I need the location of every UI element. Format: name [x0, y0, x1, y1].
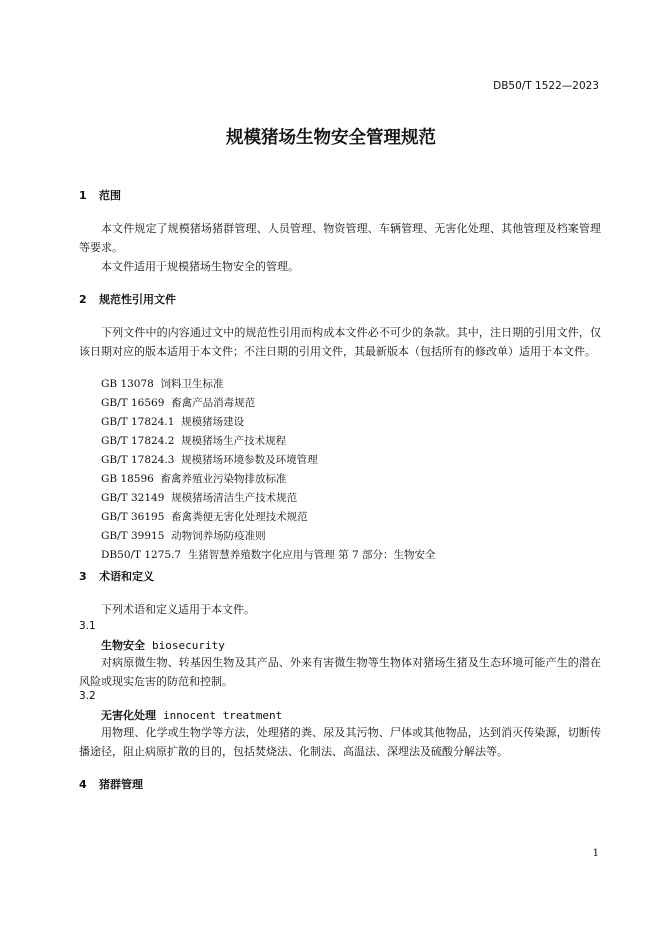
term-chinese: 无害化处理 — [101, 709, 156, 722]
reference-item — [101, 376, 224, 391]
section-number: 1 — [79, 189, 87, 202]
section-1-heading — [79, 187, 121, 203]
section-number: 3 — [79, 570, 87, 583]
reference-code: GB/T 17824.1 — [101, 416, 175, 428]
reference-title: 规模猪场环境参数及环境管理 — [181, 454, 318, 466]
section-3-heading — [79, 568, 154, 584]
section-number: 2 — [79, 293, 87, 306]
section-3-paragraph-1: 下列术语和定义适用于本文件。 — [101, 603, 255, 616]
reference-title: 规模猪场生产技术规程 — [181, 435, 287, 447]
reference-code: GB/T 17824.3 — [101, 454, 175, 466]
reference-title: 生猪智慧养殖数字化应用与管理 第 7 部分：生物安全 — [187, 549, 436, 561]
section-title: 范围 — [99, 189, 121, 202]
reference-code: DB50/T 1275.7 — [101, 549, 182, 561]
section-1-paragraph-2: 本文件适用于规模猪场生物安全的管理。 — [101, 260, 299, 273]
reference-item — [101, 414, 244, 429]
reference-item — [101, 433, 286, 448]
term-number: 3.2 — [79, 690, 96, 702]
page-number: 1 — [592, 848, 599, 859]
reference-item — [101, 509, 308, 524]
term-definition: 用物理、化学或生物学等方法，处理猪的粪、尿及其污物、尸体或其他物品，达到消灭传染源，切断传播途径，阻止病原扩散的目的，包括焚烧法、化制法、高温法、深埋法及硫酸分解法等。 — [79, 726, 601, 758]
term-english: innocent treatment — [163, 709, 283, 722]
document-title: 规模猪场生物安全管理规范 — [226, 128, 436, 148]
reference-code: GB 13078 — [101, 378, 154, 390]
reference-item — [101, 395, 255, 410]
reference-code: GB/T 36195 — [101, 511, 165, 523]
reference-code: GB/T 39915 — [101, 530, 165, 542]
term-name — [101, 637, 225, 653]
reference-title: 畜禽粪便无害化处理技术规范 — [171, 511, 308, 523]
reference-code: GB 18596 — [101, 473, 154, 485]
reference-title: 饲料卫生标准 — [160, 378, 224, 390]
standard-number: DB50/T 1522—2023 — [493, 80, 599, 92]
term-number: 3.1 — [79, 620, 96, 632]
reference-title: 动物饲养场防疫准则 — [171, 530, 266, 542]
term-english: biosecurity — [152, 639, 225, 652]
reference-code: GB/T 16569 — [101, 397, 165, 409]
reference-item — [101, 547, 436, 562]
term-chinese: 生物安全 — [101, 639, 145, 652]
section-4-heading — [79, 776, 143, 792]
section-1-paragraph-1: 本文件规定了规模猪场猪群管理、人员管理、物资管理、车辆管理、无害化处理、其他管理及档案管理等要求。 — [79, 222, 601, 254]
reference-code: GB/T 32149 — [101, 492, 165, 504]
section-title: 术语和定义 — [99, 570, 154, 583]
reference-item — [101, 452, 318, 467]
section-number: 4 — [79, 778, 87, 791]
section-2-paragraph-1: 下列文件中的内容通过文中的规范性引用而构成本文件必不可少的条款。其中，注日期的引用文件，仅该日期对应的版本适用于本文件；不注日期的引用文件，其最新版本（包括所有的修改单）适用于本文件。 — [79, 326, 601, 358]
reference-code: GB/T 17824.2 — [101, 435, 175, 447]
term-definition: 对病原微生物、转基因生物及其产品、外来有害微生物等生物体对猪场生猪及生态环境可能产生的潜在风险或现实危害的防范和控制。 — [79, 656, 601, 688]
reference-item — [101, 528, 266, 543]
reference-title: 规模猪场建设 — [181, 416, 245, 428]
reference-title: 畜禽产品消毒规范 — [171, 397, 256, 409]
section-2-heading — [79, 291, 176, 307]
term-name — [101, 707, 282, 723]
section-title: 规范性引用文件 — [99, 293, 176, 306]
section-title: 猪群管理 — [99, 778, 143, 791]
reference-item — [101, 490, 297, 505]
reference-title: 畜禽养殖业污染物排放标准 — [160, 473, 287, 485]
reference-title: 规模猪场清洁生产技术规范 — [171, 492, 298, 504]
reference-item — [101, 471, 287, 486]
